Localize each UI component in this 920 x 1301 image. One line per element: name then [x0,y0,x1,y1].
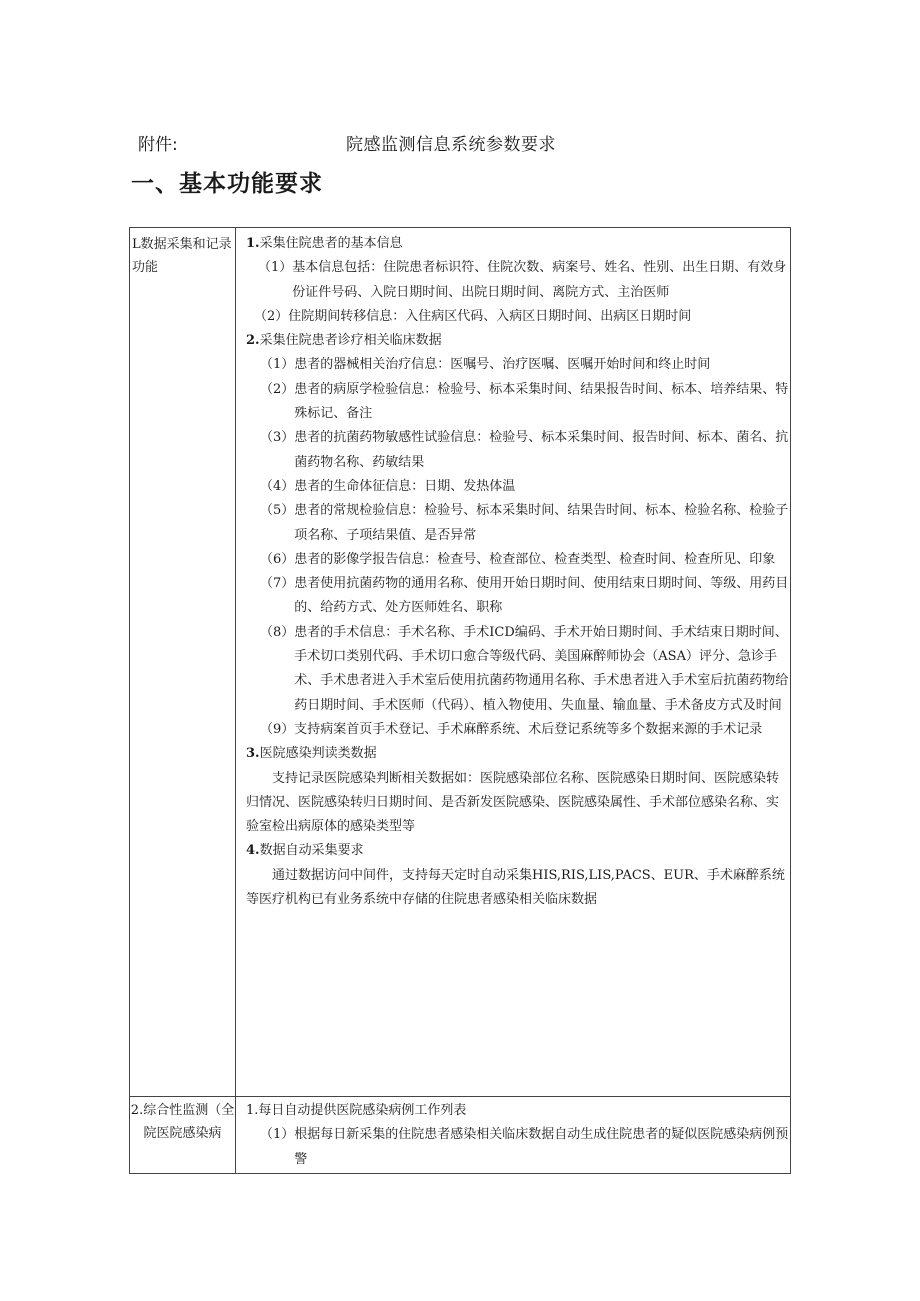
group-heading: 1.采集住院患者的基本信息 [246,236,403,251]
row-content [236,1097,790,1173]
attachment-label: 附件: [138,135,178,155]
list-item: （5） 患者的常规检验信息：检验号、标本采集时间、结果告时间、标本、检验名称、检验子项名称、子项结果值、是否异常 [260,503,789,543]
list-item: （7） 患者使用抗菌药物的通用名称、使用开始日期时间、使用结束日期时间、等级、用药目的、给药方式、处方医师姓名、职称 [260,576,789,616]
list-item: （2） 患者的病原学检验信息：检验号、标本采集时间、结果报告时间、标本、培养结果、特殊标记、备注 [260,381,789,422]
row-category: L数据采集和记录功能 [130,228,236,1096]
list-item: （1） 患者的器械相关治疗信息：医嘱号、治疗医嘱、医嘱开始时间和终止时间 [260,357,711,373]
list-item: （9） 支持病案首页手术登记、手术麻醉系统、术后登记系统等多个数据来源的手术记录 [260,721,763,737]
group-heading: 3.医院感染判读类数据 [246,746,377,762]
list-item: （2） 住院期间转移信息：入住病区代码、入病区日期时间、出病区日期时间 [254,308,692,324]
list-item: （6） 患者的影像学报告信息：检查号、检查部位、检查类型、检查时间、检查所见、印象 [260,551,776,567]
table-row [130,1097,790,1173]
list-item: （3） 患者的抗菌药物敏感性试验信息：检验号、标本采集时间、报告时间、标本、菌名、抗菌药物名称、药敏结果 [260,430,789,470]
list-item: （1） 基本信息包括：住院患者标识符、住院次数、病案号、姓名、性别、出生日期、有效身份证件号码、入院日期时间、出院日期时间、离院方式、主治医师 [258,260,787,300]
group-heading: 2.采集住院患者诊疗相关临床数据 [246,333,442,349]
requirements-table [129,227,791,1174]
paragraph: 通过数据访问中间件，支持每天定时自动采集HIS,RIS,LIS,PACS、EUR、手术麻醉系统等医疗机构已有业务系统中存储的住院患者感染相关临床数据 [246,867,785,908]
list-item: （1） 根据每日新采集的住院患者感染相关临床数据自动生成住院患者的疑似医院感染病例预警 [260,1127,789,1167]
list-item: （4） 患者的生命体征信息：日期、发热体温 [260,478,516,494]
section-heading: 一、基本功能要求 [131,171,323,197]
paragraph: 支持记录医院感染判断相关数据如：医院感染部位名称、医院感染日期时间、医院感染转归情况、医院感染转归日期时间、是否新发医院感染、医院感染属性、手术部位感染名称、实验室检出病原体的感染类型等 [246,770,780,835]
row-category: 2.综合性监测（全院医院感染病 [130,1097,236,1173]
group-heading: 4.数据自动采集要求 [246,843,364,859]
document-title: 院感监测信息系统参数要求 [346,135,556,155]
row-content [236,228,790,1096]
group-heading: 1.每日自动提供医院感染病例工作列表 [246,1103,467,1118]
table-row [130,228,790,1097]
list-item: （8） 患者的手术信息：手术名称、手术ICD编码、手术开始日期时间、手术结束日期时间、手术切口类别代码、手术切口愈合等级代码、美国麻醉师协会（ASA）评分、急诊手术、手术患者进入手术室后使用抗菌药物通用名称、手术患者进入手术室后抗菌药物给药日期时间、手术医师（代码）、植入物使用、失血量、输血量、手术备皮方式及时间 [260,624,789,713]
